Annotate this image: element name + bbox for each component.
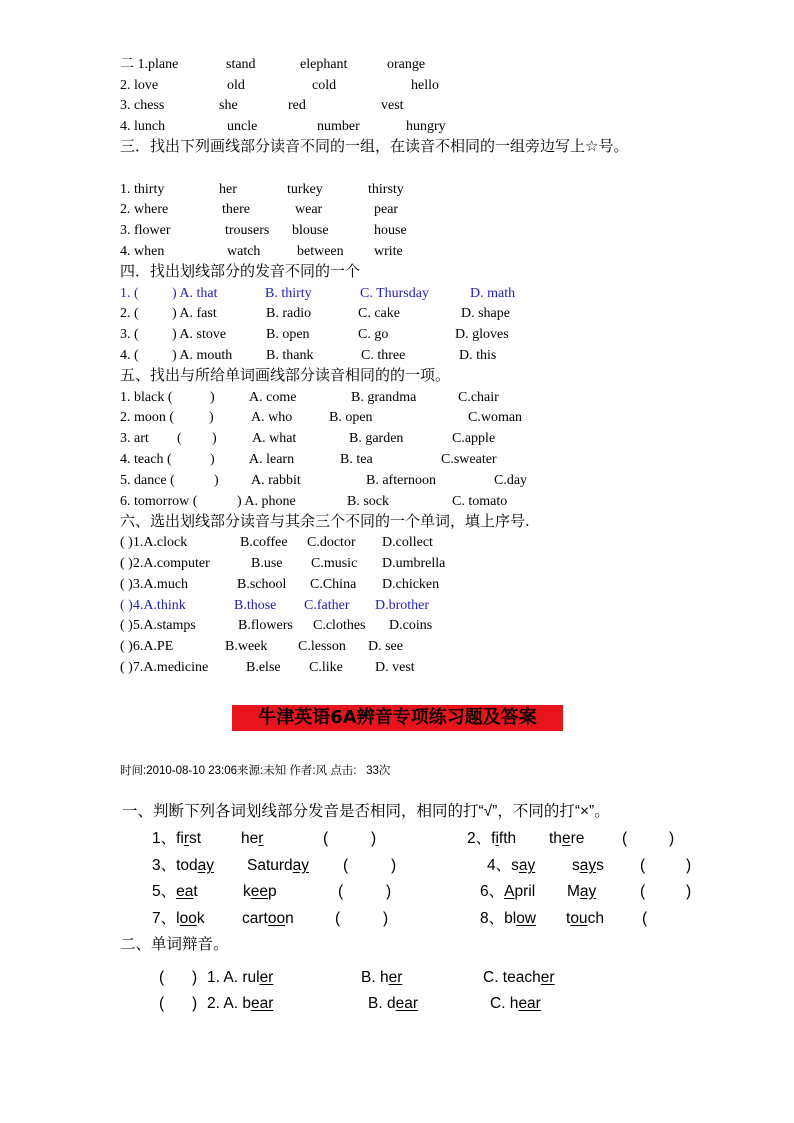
answer-blank: ) bbox=[192, 995, 198, 1012]
item-number: 1、 bbox=[152, 830, 177, 847]
option-c bbox=[490, 993, 541, 1015]
answer-blank: 1. black ( bbox=[120, 390, 173, 405]
word-cell: 3. flower bbox=[120, 223, 171, 238]
answer-blank: 2. moon ( bbox=[120, 410, 175, 425]
option-c: C.clothes bbox=[313, 618, 366, 633]
option-b: B. radio bbox=[266, 306, 312, 321]
option-b: B.else bbox=[246, 660, 281, 675]
word-cell: there bbox=[222, 202, 250, 217]
meta-time: 时间:2010-08-10 23:06 bbox=[120, 765, 237, 777]
word-part: fi bbox=[176, 830, 184, 847]
option-b: B. open bbox=[266, 327, 310, 342]
option-a: A. learn bbox=[249, 452, 295, 467]
word-cell: elephant bbox=[300, 57, 348, 72]
word-cell: thirsty bbox=[368, 182, 404, 197]
answer-blank: ) bbox=[192, 969, 198, 986]
word-cell: cold bbox=[312, 78, 337, 93]
option-c: C. cake bbox=[358, 306, 400, 321]
article-title-banner bbox=[232, 705, 563, 731]
option-a bbox=[207, 967, 273, 989]
option-d: D. vest bbox=[375, 660, 415, 675]
option-d: D. shape bbox=[461, 306, 510, 321]
word-part: p bbox=[268, 883, 277, 900]
underlined-part: oo bbox=[267, 910, 286, 927]
answer-blank: ) bbox=[210, 390, 215, 405]
question-item bbox=[152, 881, 198, 903]
underlined-part: ay bbox=[579, 883, 597, 900]
answer-blank: ( bbox=[177, 431, 182, 446]
word-cell: 3. chess bbox=[120, 98, 165, 113]
word-part: t bbox=[193, 883, 198, 900]
option-a: A. rabbit bbox=[251, 473, 301, 488]
option-b: B. tea bbox=[340, 452, 373, 467]
word-cell: red bbox=[288, 98, 306, 113]
word-cell: blouse bbox=[292, 223, 329, 238]
option-a: A. come bbox=[249, 390, 297, 405]
question-item bbox=[152, 828, 201, 850]
word-cell: hungry bbox=[406, 119, 446, 134]
option-c: C.chair bbox=[458, 390, 499, 405]
option-b: B. open bbox=[329, 410, 373, 425]
word bbox=[243, 881, 277, 903]
word-part: 2. A. b bbox=[207, 995, 251, 1012]
option-c: C.sweater bbox=[441, 452, 497, 467]
question-item bbox=[480, 881, 535, 903]
word-cell: 二 1.plane bbox=[120, 57, 179, 72]
underlined-part: e bbox=[561, 830, 571, 847]
word-cell: pear bbox=[374, 202, 399, 217]
word-part: Saturd bbox=[247, 857, 293, 874]
word-part: s bbox=[596, 857, 604, 874]
word-cell: house bbox=[374, 223, 407, 238]
word-part: ch bbox=[587, 910, 604, 927]
word-cell: number bbox=[317, 119, 360, 134]
word-cell: orange bbox=[387, 57, 426, 72]
question-item bbox=[487, 855, 535, 877]
article-meta bbox=[120, 761, 390, 781]
word-part: 1. A. rul bbox=[207, 969, 260, 986]
option-b: B.coffee bbox=[240, 535, 288, 550]
answer-blank: ( bbox=[159, 995, 165, 1012]
option-d: D.brother bbox=[375, 598, 430, 613]
word-part: C. teach bbox=[483, 969, 541, 986]
section-6-heading: 六、选出划线部分读音与其余三个不同的一个单词，填上序号. bbox=[120, 512, 530, 530]
word-part: 3、tod bbox=[152, 857, 198, 874]
option-a: ) A. stove bbox=[172, 327, 227, 342]
underlined-part: er bbox=[388, 969, 403, 986]
word-part: B. d bbox=[368, 995, 396, 1012]
item-number: 5、 bbox=[152, 883, 177, 900]
word-part: 8、bl bbox=[480, 910, 517, 927]
option-c: C.China bbox=[310, 577, 357, 592]
word-part: f bbox=[491, 830, 496, 847]
option-b: B. thank bbox=[266, 348, 314, 363]
option-a: ( )5.A.stamps bbox=[120, 618, 196, 633]
word-cell: she bbox=[219, 98, 238, 113]
option-a: ( )1.A.clock bbox=[120, 535, 188, 550]
word-part: k bbox=[196, 910, 205, 927]
option-a: ) A. phone bbox=[237, 494, 296, 509]
option-a: A. who bbox=[251, 410, 293, 425]
section-4-heading: 四．找出划线部分的发音不同的一个 bbox=[120, 262, 361, 280]
underlined-part: ay bbox=[197, 857, 215, 874]
word bbox=[566, 908, 604, 930]
meta-source: 来源:未知 bbox=[237, 765, 287, 777]
answer-blank: ) bbox=[391, 857, 397, 874]
option-b: B. grandma bbox=[351, 390, 417, 405]
option-c: C.like bbox=[309, 660, 343, 675]
option-b: B. sock bbox=[347, 494, 389, 509]
option-b bbox=[368, 993, 418, 1015]
word-part: st bbox=[189, 830, 202, 847]
option-a: A. what bbox=[252, 431, 297, 446]
underlined-part: ee bbox=[250, 883, 268, 900]
option-c: C.woman bbox=[468, 410, 523, 425]
answer-blank: ) bbox=[214, 473, 219, 488]
option-a: ( )6.A.PE bbox=[120, 639, 174, 654]
underlined-part: ou bbox=[570, 910, 588, 927]
word-part: re bbox=[570, 830, 585, 847]
word bbox=[242, 908, 294, 930]
word-part: cart bbox=[242, 910, 268, 927]
word-cell: write bbox=[374, 244, 403, 259]
word-part: C. h bbox=[490, 995, 519, 1012]
option-b: B.those bbox=[234, 598, 277, 613]
answer-blank: ) bbox=[209, 410, 214, 425]
option-a: ) A. mouth bbox=[172, 348, 233, 363]
answer-blank: ) bbox=[383, 910, 389, 927]
underlined-part: r bbox=[183, 830, 190, 847]
word-cell: 2. where bbox=[120, 202, 169, 217]
word-cell: watch bbox=[227, 244, 261, 259]
article-title: 牛津英语6A辨音专项练习题及答案 bbox=[258, 707, 537, 728]
option-d: D.coins bbox=[389, 618, 433, 633]
word-part: n bbox=[285, 910, 294, 927]
option-d: D.umbrella bbox=[382, 556, 446, 571]
underlined-part: ow bbox=[516, 910, 537, 927]
answer-blank: ( bbox=[159, 969, 165, 986]
word-part: k bbox=[243, 883, 251, 900]
word bbox=[572, 855, 604, 877]
word-part: 4、s bbox=[487, 857, 519, 874]
option-b: B.week bbox=[225, 639, 268, 654]
meta-author: 作者:风 bbox=[289, 765, 328, 777]
option-c: C. tomato bbox=[452, 494, 508, 509]
word-cell: stand bbox=[226, 57, 256, 72]
answer-blank: ( bbox=[640, 883, 646, 900]
underlined-part: ea bbox=[176, 883, 194, 900]
word-cell: 4. when bbox=[120, 244, 165, 259]
option-c: C. Thursday bbox=[360, 286, 429, 301]
word-cell: turkey bbox=[287, 182, 323, 197]
option-a: ( )7.A.medicine bbox=[120, 660, 209, 675]
item-number: 6、 bbox=[480, 883, 505, 900]
word-cell: her bbox=[219, 182, 237, 197]
answer-blank: ( bbox=[642, 910, 648, 927]
section-5-heading: 五、找出与所给单词画线部分读音相同的的一项。 bbox=[120, 366, 451, 384]
option-a: ( )3.A.much bbox=[120, 577, 189, 592]
option-d: D.collect bbox=[382, 535, 433, 550]
question-item bbox=[152, 855, 214, 877]
meta-clicks-label: 点击: bbox=[330, 765, 357, 777]
option-c: C. three bbox=[361, 348, 406, 363]
option-d: D. math bbox=[470, 286, 516, 301]
word-cell: wear bbox=[295, 202, 323, 217]
option-c: C.apple bbox=[452, 431, 496, 446]
answer-blank: 3. ( bbox=[120, 327, 139, 342]
option-a bbox=[207, 993, 273, 1015]
word-cell: hello bbox=[411, 78, 439, 93]
option-c: C.lesson bbox=[298, 639, 346, 654]
question-item bbox=[480, 908, 536, 930]
answer-blank: ( bbox=[622, 830, 628, 847]
option-a: ( )2.A.computer bbox=[120, 556, 210, 571]
answer-blank: ( bbox=[640, 857, 646, 874]
word-part: 7、l bbox=[152, 910, 180, 927]
word-part: he bbox=[241, 830, 259, 847]
answer-blank: 5. dance ( bbox=[120, 473, 175, 488]
word-part: fth bbox=[498, 830, 517, 847]
answer-blank: 1. ( bbox=[120, 286, 139, 301]
part-b2-heading: 二、单词辩音。 bbox=[120, 936, 229, 953]
underlined-part: oo bbox=[179, 910, 197, 927]
option-d: D. gloves bbox=[455, 327, 509, 342]
word-cell: 1. thirty bbox=[120, 182, 165, 197]
word-part: M bbox=[567, 883, 580, 900]
underlined-part: ay bbox=[292, 857, 310, 874]
answer-blank: ) bbox=[669, 830, 675, 847]
option-b: B.school bbox=[237, 577, 287, 592]
option-c: C.father bbox=[304, 598, 350, 613]
word bbox=[549, 828, 584, 850]
option-c: C. go bbox=[358, 327, 389, 342]
option-b: B. garden bbox=[349, 431, 404, 446]
underlined-part: ear bbox=[518, 995, 541, 1012]
answer-blank: ) bbox=[371, 830, 377, 847]
answer-blank: ) bbox=[386, 883, 392, 900]
word-cell: trousers bbox=[225, 223, 270, 238]
underlined-part: r bbox=[258, 830, 264, 847]
word-cell: 2. love bbox=[120, 78, 159, 93]
answer-blank: 6. tomorrow ( bbox=[120, 494, 198, 509]
answer-blank: 4. ( bbox=[120, 348, 139, 363]
option-d: D.chicken bbox=[382, 577, 440, 592]
answer-blank: ) bbox=[210, 452, 215, 467]
underlined-part: ear bbox=[250, 995, 274, 1012]
option-b: B. thirty bbox=[265, 286, 312, 301]
item-number: 2、 bbox=[467, 830, 492, 847]
option-c: C.music bbox=[311, 556, 358, 571]
answer-blank: ( bbox=[335, 910, 341, 927]
underlined-part: er bbox=[540, 969, 555, 986]
option-c: C.doctor bbox=[307, 535, 356, 550]
answer-blank: ) bbox=[686, 857, 692, 874]
word-part: th bbox=[549, 830, 562, 847]
underlined-part: ay bbox=[579, 857, 597, 874]
answer-blank: ( bbox=[323, 830, 329, 847]
word-cell: 3. art bbox=[120, 431, 149, 446]
answer-blank: ( bbox=[338, 883, 344, 900]
answer-blank: ) bbox=[212, 431, 217, 446]
underlined-part: i bbox=[495, 830, 499, 847]
word-cell: between bbox=[297, 244, 344, 259]
word-part: pril bbox=[514, 883, 536, 900]
part-b1-heading: 一、判断下列各词划线部分发音是否相同，相同的打“√”，不同的打“×”。 bbox=[122, 803, 610, 820]
meta-clicks-value: 33次 bbox=[366, 765, 391, 777]
word bbox=[567, 881, 596, 903]
word-cell: 4. lunch bbox=[120, 119, 166, 134]
option-c: C.day bbox=[494, 473, 528, 488]
option-d: D. see bbox=[368, 639, 403, 654]
option-b: B. afternoon bbox=[366, 473, 436, 488]
underlined-part: ear bbox=[395, 995, 418, 1012]
word-cell: uncle bbox=[227, 119, 258, 134]
option-a: ( )4.A.think bbox=[120, 598, 186, 613]
answer-blank: 4. teach ( bbox=[120, 452, 172, 467]
answer-blank: ( bbox=[343, 857, 349, 874]
question-item bbox=[467, 828, 516, 850]
option-b: B.use bbox=[251, 556, 283, 571]
option-d: D. this bbox=[459, 348, 497, 363]
option-b bbox=[361, 967, 402, 989]
underlined-part: er bbox=[259, 969, 274, 986]
option-b: B.flowers bbox=[238, 618, 293, 633]
word-part: t bbox=[566, 910, 571, 927]
word-part: B. h bbox=[361, 969, 389, 986]
underlined-part: A bbox=[504, 883, 515, 900]
section-3-heading: 三．找出下列画线部分读音不同的一组，在读音不相同的一组旁边写上☆号。 bbox=[120, 137, 629, 155]
word-part: s bbox=[572, 857, 580, 874]
word-cell: old bbox=[227, 78, 245, 93]
option-a: ) A. fast bbox=[172, 306, 217, 321]
answer-blank: ) bbox=[686, 883, 692, 900]
option-c bbox=[483, 967, 555, 989]
underlined-part: ay bbox=[518, 857, 536, 874]
word bbox=[241, 828, 263, 850]
answer-blank: 2. ( bbox=[120, 306, 139, 321]
option-a: ) A. that bbox=[172, 286, 218, 301]
word bbox=[247, 855, 309, 877]
word-cell: vest bbox=[381, 98, 404, 113]
question-item bbox=[152, 908, 205, 930]
